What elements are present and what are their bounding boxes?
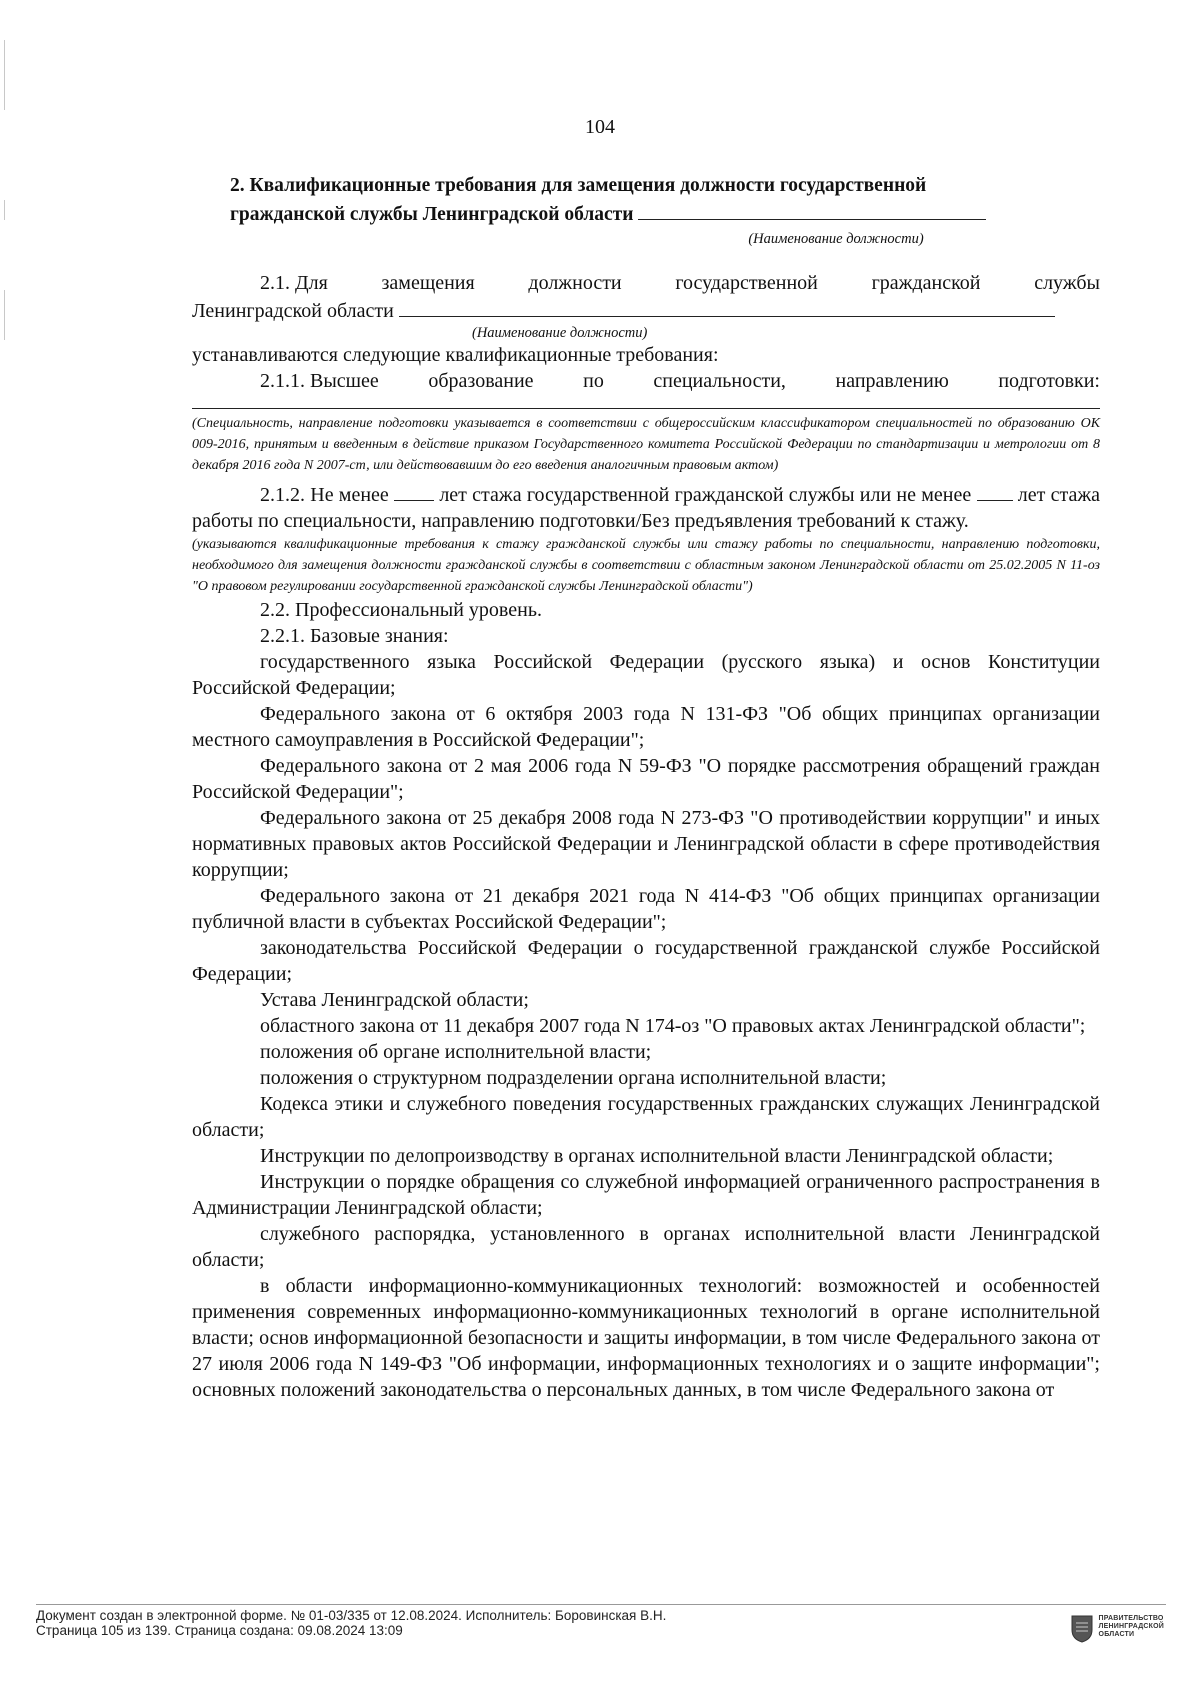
word: образование bbox=[428, 370, 534, 392]
clause-2-1-2-text bbox=[192, 480, 1100, 534]
word: государственной bbox=[675, 272, 818, 294]
list-item: Кодекса этики и служебного поведения государственных гражданских служащих Ленинградской области; bbox=[192, 1093, 1100, 1141]
list-item: Инструкции по делопроизводству в органах исполнительной власти Ленинградской области; bbox=[260, 1145, 1054, 1167]
list-item: Устава Ленинградской области; bbox=[260, 989, 529, 1011]
position-caption: (Наименование должности) bbox=[472, 325, 648, 341]
scan-edge-mark bbox=[4, 290, 5, 340]
clause-2-1-line-3: устанавливаются следующие квалификационные требования: bbox=[192, 344, 719, 366]
list-item: Инструкции о порядке обращения со служебной информацией ограниченного распространения в Администрации Ленинградской области; bbox=[192, 1171, 1100, 1219]
clause-2-1-line-2 bbox=[192, 296, 1100, 324]
coat-of-arms-icon bbox=[1071, 1615, 1093, 1643]
logo-text-line: ЛЕНИНГРАДСКОЙ bbox=[1098, 1623, 1164, 1630]
list-item: законодательства Российской Федерации о государственной гражданской службе Российской Федерации; bbox=[192, 937, 1100, 985]
list-item: Федерального закона от 25 декабря 2008 года N 273-ФЗ "О противодействии коррупции" и иных нормативных правовых актов Российской Федерации и Ленинградской области в сфере противодействия коррупции; bbox=[192, 807, 1100, 881]
footer-line-2: Страница 105 из 139. Страница создана: 09.08.2024 13:09 bbox=[36, 1623, 403, 1638]
word: гражданской bbox=[871, 272, 981, 294]
years-blank bbox=[394, 480, 434, 501]
clause-2-1-2 bbox=[192, 480, 1100, 597]
list-item: областного закона от 11 декабря 2007 года N 174-оз "О правовых актах Ленинградской области"; bbox=[260, 1015, 1086, 1037]
clause-2-1-1-line bbox=[192, 368, 1100, 394]
list-item: в области информационно-коммуникационных технологий: возможностей и особенностей применения современных информационно-коммуникационных технологий в органе исполнительной власти; основ информационной безопасности и защиты информации, в том числе Федерального закона от 27 июля 2006 года N 149-ФЗ "Об информации, информационных технологиях и о защите информации"; основных положений законодательства о персональных данных, в том числе Федерального закона от bbox=[192, 1275, 1100, 1401]
footer-divider bbox=[36, 1604, 1166, 1605]
list-item: положения об органе исполнительной власти; bbox=[260, 1041, 652, 1063]
word: направлению bbox=[835, 370, 949, 392]
document-footer bbox=[36, 1604, 1166, 1638]
experience-note: (указываются квалификационные требования к стажу гражданской службы или стажу работы по специальности, направлению подготовки, необходимого для замещения должности гражданской службы в соответствии с областным законом Ленинградской области от 25.02.2005 N 11-оз "О правовом регулировании государственной гражданской службы Ленинградской области") bbox=[192, 537, 1100, 594]
list-item: Федерального закона от 6 октября 2003 года N 131-ФЗ "Об общих принципах организации местного самоуправления в Российской Федерации"; bbox=[192, 703, 1100, 751]
list-item: Федерального закона от 21 декабря 2021 года N 414-ФЗ "Об общих принципах организации публичной власти в субъектах Российской Федерации"; bbox=[192, 885, 1100, 933]
government-logo bbox=[1071, 1615, 1164, 1643]
word: замещения bbox=[381, 272, 475, 294]
clause-2-1-1 bbox=[192, 368, 1100, 476]
heading-line-2 bbox=[230, 199, 1100, 228]
word: службы bbox=[1034, 272, 1100, 294]
scan-edge-mark bbox=[4, 200, 5, 220]
position-caption: (Наименование должности) bbox=[748, 231, 924, 247]
clause-2-1-2-part-2: лет стажа государственной гражданской службы или не менее bbox=[439, 484, 972, 506]
logo-text bbox=[1099, 1615, 1164, 1639]
clause-2-1-line-1 bbox=[192, 270, 1100, 296]
clause-2-1 bbox=[192, 270, 1100, 368]
clause-2-1-2-part-3: лет стажа работы по специальности, направлению подготовки/Без предъявления требований к стажу. bbox=[192, 484, 1101, 532]
word: специальности, bbox=[653, 370, 786, 392]
word: 2.1. Для bbox=[260, 272, 328, 294]
list-item: положения о структурном подразделении органа исполнительной власти; bbox=[260, 1067, 887, 1089]
word: должности bbox=[528, 272, 622, 294]
page-number: 104 bbox=[585, 116, 615, 138]
clause-2-2: 2.2. Профессиональный уровень. bbox=[260, 599, 542, 621]
logo-text-line: ОБЛАСТИ bbox=[1098, 1631, 1135, 1638]
word: 2.1.1. Высшее bbox=[260, 370, 379, 392]
word: по bbox=[583, 370, 604, 392]
position-name-blank bbox=[638, 199, 986, 220]
clause-2-2-1: 2.2.1. Базовые знания: bbox=[260, 625, 449, 647]
heading-line-2-text: гражданской службы Ленинградской области bbox=[230, 204, 634, 225]
word: подготовки: bbox=[998, 370, 1100, 392]
scan-edge-mark bbox=[4, 40, 5, 110]
specialty-blank-line bbox=[192, 394, 1100, 409]
years-blank bbox=[977, 480, 1013, 501]
list-item: служебного распорядка, установленного в органах исполнительной власти Ленинградской области; bbox=[192, 1223, 1100, 1271]
section-heading bbox=[192, 172, 1100, 228]
list-item: Федерального закона от 2 мая 2006 года N 59-ФЗ "О порядке рассмотрения обращений граждан Российской Федерации"; bbox=[192, 755, 1100, 803]
list-item: государственного языка Российской Федерации (русского языка) и основ Конституции Российской Федерации; bbox=[192, 651, 1100, 699]
footer-line-1: Документ создан в электронной форме. № 01-03/335 от 12.08.2024. Исполнитель: Боровинская В.Н. bbox=[36, 1608, 667, 1623]
clause-2-1-2-part-1: 2.1.2. Не менее bbox=[260, 484, 389, 506]
heading-line-1: 2. Квалификационные требования для замещения должности государственной bbox=[230, 175, 927, 196]
clause-2-1-text: Ленинградской области bbox=[192, 300, 394, 322]
position-name-blank bbox=[399, 296, 1055, 317]
document-body bbox=[192, 172, 1100, 1403]
logo-text-line: ПРАВИТЕЛЬСТВО bbox=[1098, 1615, 1164, 1622]
specialty-note: (Специальность, направление подготовки указывается в соответствии с общероссийским классификатором специальностей по образованию ОК 009-2016, принятым и введенным в действие приказом Государственного комитета Российской Федерации по стандартизации и метрологии от 8 декабря 2016 года N 2007-ст, или действовавшим до его введения аналогичным правовым актом) bbox=[192, 416, 1100, 473]
knowledge-list bbox=[192, 649, 1100, 1403]
